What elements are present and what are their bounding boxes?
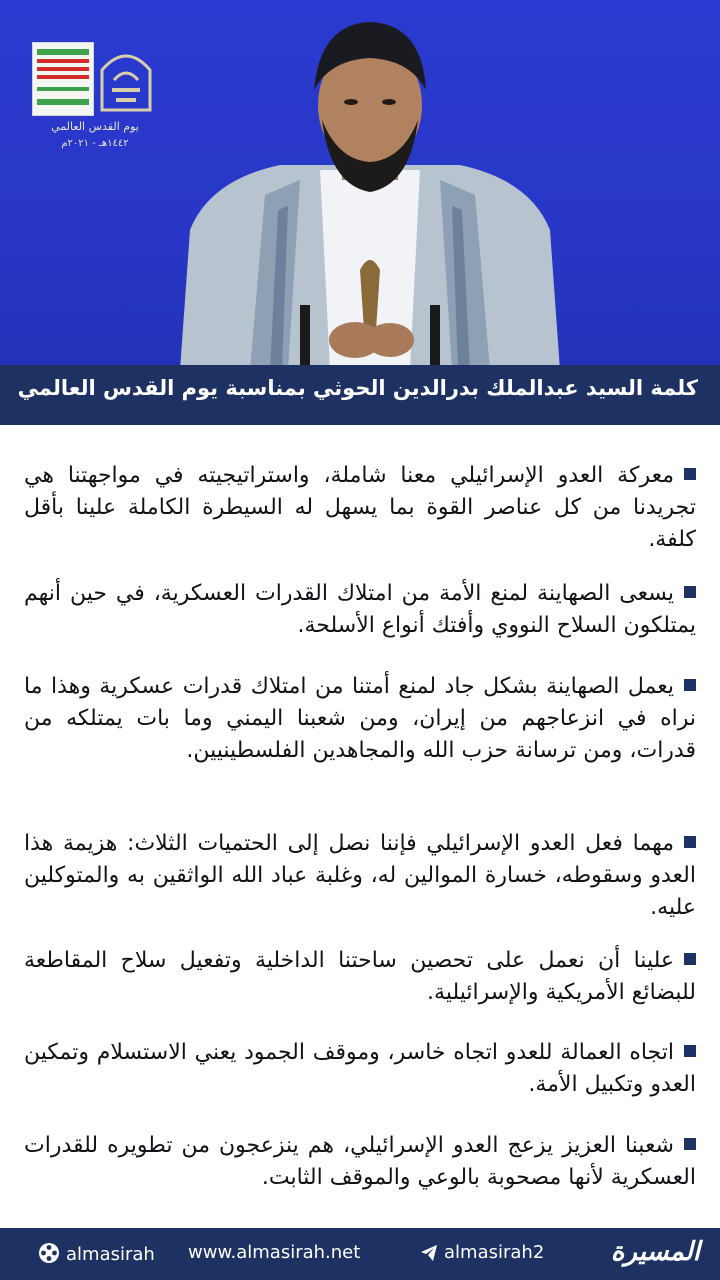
quote-text: علينا أن نعمل على تحصين ساحتنا الداخلية وتفعيل سلاح المقاطعة للبضائع الأمريكية والإسرائيلية. (24, 948, 696, 1005)
bullet-square-icon (684, 468, 696, 480)
speaker-photo (170, 10, 570, 370)
quote-item (24, 1130, 696, 1194)
quote-item (24, 460, 696, 556)
speech-title: كلمة السيد عبدالملك بدرالدين الحوثي بمناسبة يوم القدس العالمي (17, 376, 698, 400)
quds-day-logo (30, 40, 160, 160)
caption-bar (0, 365, 720, 425)
website-link[interactable]: www.almasirah.net (188, 1242, 361, 1263)
slogan-flag (32, 42, 94, 116)
quds-logo-mark (94, 40, 158, 114)
logo-date: ١٤٤٢هـ - ٢٠٢١م (61, 138, 129, 149)
quote-text: اتجاه العمالة للعدو اتجاه خاسر، وموقف الجمود يعني الاستسلام وتمكين العدو وتكبيل الأمة. (24, 1040, 696, 1097)
telegram-link[interactable] (420, 1242, 544, 1263)
almasirah-logo: المسيرة (610, 1237, 700, 1267)
footer-bar (0, 1228, 720, 1280)
quote-item (24, 828, 696, 924)
quote-text: مهما فعل العدو الإسرائيلي فإننا نصل إلى الحتميات الثلاث: هزيمة هذا العدو وسقوطه، خسارة الموالين له، وغلبة عباد الله الواثقين به والمتوكلين عليه. (24, 831, 696, 920)
film-reel-icon (38, 1242, 60, 1264)
quote-item (24, 578, 696, 642)
handle-text: almasirah (66, 1244, 155, 1265)
telegram-text: almasirah2 (444, 1242, 545, 1263)
bullet-square-icon (684, 836, 696, 848)
quote-item (24, 945, 696, 1009)
quote-text: معركة العدو الإسرائيلي معنا شاملة، واستراتيجيته في مواجهتنا هي تجريدنا من كل عناصر القوة بما يسهل له السيطرة الكاملة علينا بأقل كلفة. (24, 463, 696, 552)
logo-caption: يوم القدس العالمي (51, 120, 139, 133)
quote-text: شعبنا العزيز يزعج العدو الإسرائيلي، هم ينزعجون من تطويره للقدرات العسكرية لأنها مصحوبة بالوعي والموقف الثابت. (24, 1133, 696, 1190)
telegram-icon (420, 1244, 438, 1262)
bullet-square-icon (684, 1045, 696, 1057)
quote-item (24, 1037, 696, 1101)
bullet-square-icon (684, 953, 696, 965)
bullet-square-icon (684, 1138, 696, 1150)
quote-item (24, 671, 696, 767)
social-handle[interactable] (38, 1242, 155, 1265)
quote-text: يسعى الصهاينة لمنع الأمة من امتلاك القدرات العسكرية، في حين أنهم يمتلكون السلاح النووي وأفتك أنواع الأسلحة. (24, 581, 696, 638)
bullet-square-icon (684, 679, 696, 691)
quotes-list (0, 425, 720, 1228)
hero-image (0, 0, 720, 370)
quote-text: يعمل الصهاينة بشكل جاد لمنع أمتنا من امتلاك قدرات عسكرية وهذا ما نراه في انزعاجهم من إيران، ومن شعبنا اليمني وما بات يمتلكه من قدرات، ومن ترسانة حزب الله والمجاهدين الفلسطينيين. (24, 674, 696, 763)
bullet-square-icon (684, 586, 696, 598)
